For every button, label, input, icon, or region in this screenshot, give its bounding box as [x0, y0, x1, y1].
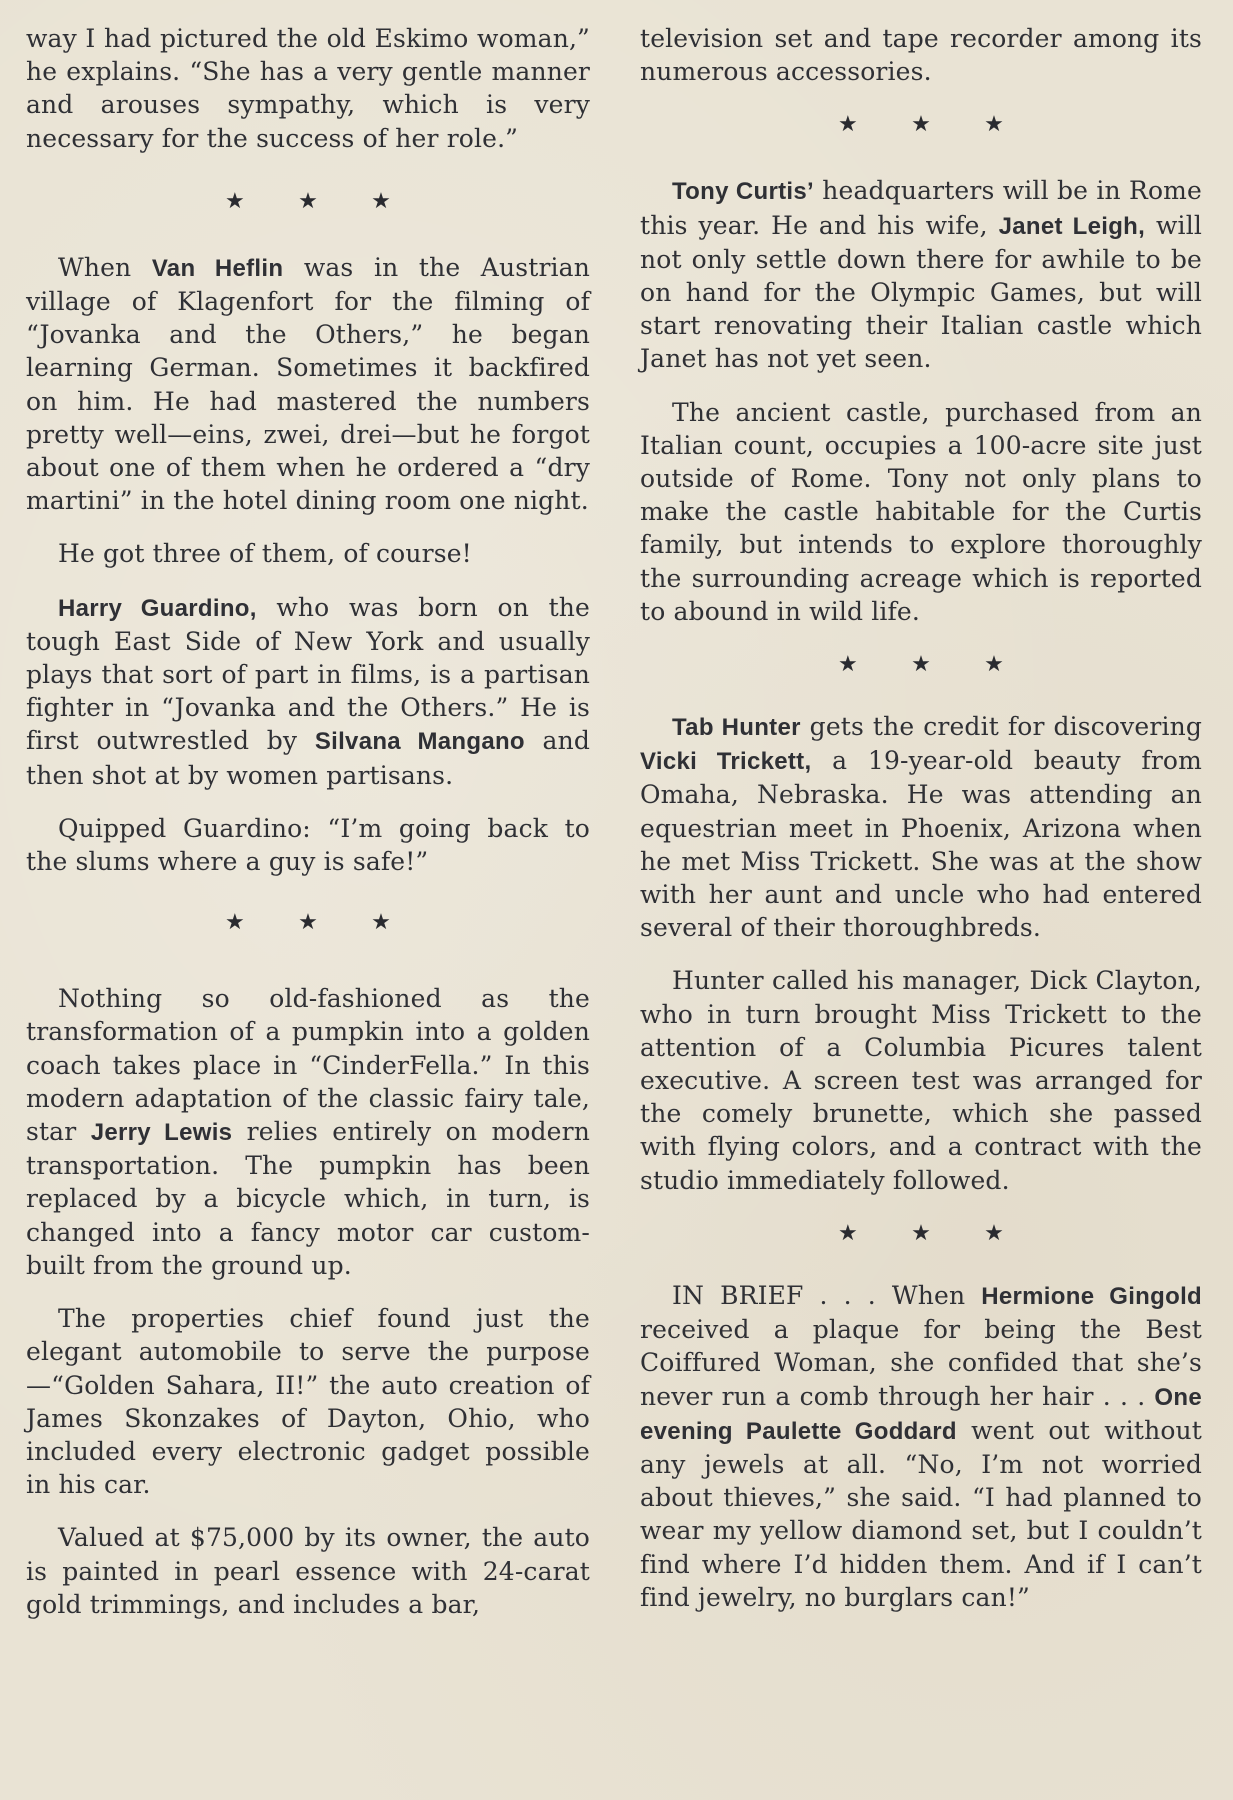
paragraph-text: who was born on the tough East Side of New York and usually plays that sort of part in films, is a partisan fighter in “Jovanka and the Others.” He is first outwrestled by [26, 592, 590, 756]
article-paragraph [640, 1279, 1202, 1614]
article-paragraph: He got three of them, of course! [58, 539, 472, 569]
celebrity-name: Harry Guardino, [58, 594, 257, 622]
right-column [640, 22, 1202, 1634]
article-paragraph: way I had pictured the old Eskimo woman,” he explains. “She has a very gentle manner and arouses sympathy, which is very necessary for the success of her role.” [26, 24, 590, 153]
celebrity-name: Silvana Mangano [314, 728, 525, 756]
article-paragraph: Valued at $75,000 by its owner, the auto is painted in pearl essence with 24-carat gold trimmings, and includes a bar, [26, 1523, 590, 1619]
paragraph-text: relies entirely on modern transportation. The pumpkin has been replaced by a bicycle which, in turn, is changed into a fancy motor car custom-built from the ground up. [26, 1117, 590, 1280]
article-paragraph [640, 710, 1202, 944]
article-paragraph: The properties chief found just the elegant automobile to serve the purpose —“Golden Sahara, II!” the auto creation of James Skonzakes of Dayton, Ohio, who included every electronic gadget possible in his car. [26, 1304, 590, 1500]
celebrity-name: Tony Curtis’ [672, 178, 814, 206]
paragraph-text: IN BRIEF . . . When [672, 1280, 982, 1310]
paragraph-text: a 19-year-old beauty from Omaha, Nebraska. He was attending an equestrian meet in Phoenix, Arizona when he met Miss Trickett. She was at the show with her aunt and uncle who had entered several of their thoroughbreds. [640, 746, 1202, 943]
paragraph-text: will not only settle down there for awhile to be on hand for the Olympic Games, but will start renovating their Italian castle which Janet has not yet seen. [640, 210, 1202, 374]
paragraph-text: and then shot at by women partisans. [26, 726, 590, 790]
article-paragraph: The ancient castle, purchased from an Italian count, occupies a 100-acre site just outside of Rome. Tony not only plans to make the castle habitable for the Curtis family, but intends to explore thoroughly the surrounding acreage which is reported to abound in wild life. [640, 397, 1202, 626]
celebrity-name: Janet Leigh, [998, 212, 1146, 240]
section-divider-stars: ★ ★ ★ [838, 652, 1004, 678]
section-divider-stars: ★ ★ ★ [838, 1220, 1004, 1246]
celebrity-name: Van Heflin [151, 254, 284, 282]
paragraph-text: When [58, 252, 152, 282]
article-paragraph [640, 174, 1202, 375]
article-paragraph: Hunter called his manager, Dick Clayton, who in turn brought Miss Trickett to the attention of a Columbia Picures talent executive. A screen test was arranged for the comely brunette, which she passed with flying colors, and a contract with the studio immediately followed. [640, 966, 1202, 1195]
paragraph-text: went out without any jewels at all. “No, I’m not worried about thieves,” she said. “I had planned to wear my yellow diamond set, but I couldn’t find where I’d hidden them. And if I can’t find jewelry, no burglars can!” [640, 1415, 1203, 1612]
article-paragraph: Quipped Guardino: “I’m going back to the slums where a guy is safe!” [26, 813, 590, 877]
paragraph-text: was in the Austrian village of Klagenfort for the filming of “Jovanka and the Others,” he began learning German. Sometimes it backfired on him. He had mastered the numbers pretty well—eins, zwei, drei—but he forgot about one of them when he ordered a “dry martini” in the hotel dining room one night. [26, 252, 590, 516]
paragraph-text: received a plaque for being the Best Coiffured Woman, she confided that she’s never run a comb through her hair . . . [640, 1315, 1202, 1411]
paragraph-text: gets the credit for discovering [800, 712, 1202, 742]
celebrity-name: Hermione Gingold [981, 1282, 1202, 1310]
celebrity-name: Vicki Trickett, [640, 748, 812, 776]
section-divider-stars: ★ ★ ★ [225, 188, 391, 214]
article-paragraph [26, 591, 590, 792]
article-paragraph [26, 982, 590, 1282]
celebrity-name: Jerry Lewis [90, 1119, 233, 1147]
section-divider-stars: ★ ★ ★ [838, 112, 1004, 138]
paragraph-text: headquarters will be in Rome this year. He and his wife, [640, 176, 1202, 240]
section-divider-stars: ★ ★ ★ [225, 910, 391, 936]
celebrity-name: Tab Hunter [672, 714, 801, 742]
article-paragraph: television set and tape recorder among its numerous accessories. [640, 24, 1202, 87]
paragraph-text: Nothing so old-fashioned as the transformation of a pumpkin into a golden coach takes place in “CinderFella.” In this modern adaptation of the classic fairy tale, star [26, 984, 590, 1147]
article-paragraph [26, 251, 590, 518]
celebrity-name: One evening Paulette Goddard [640, 1383, 1202, 1445]
left-column [26, 22, 590, 1641]
